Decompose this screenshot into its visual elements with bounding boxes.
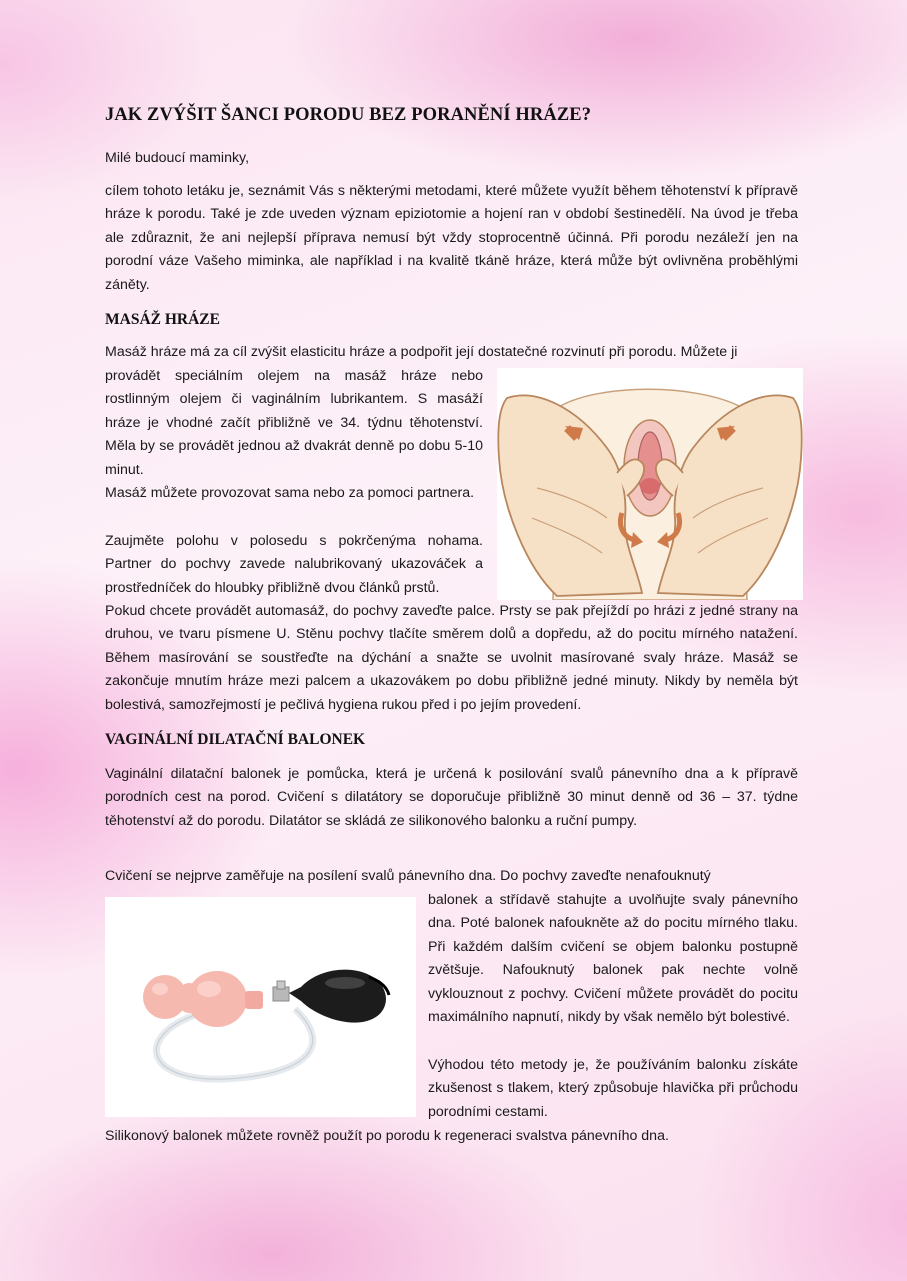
balloon-paragraph-postpartum: Silikonový balonek můžete rovněž použít po porodu k regeneraci svalstva pánevního dna. bbox=[105, 1128, 669, 1144]
balloon-paragraph-intro: Vaginální dilatační balonek je pomůcka, která je určená k posilování svalů pánevního dna a k přípravě porodních cest na porod. Cvičení s dilatátory se doporučuje přibližně 30 minut denně od 36 – 37. týdne těhotenství až do porodu. Dilatátor se skládá ze silikonového balonku a ruční pumpy. bbox=[105, 766, 798, 829]
balloon-paragraph-exercise: Cvičení se nejprve zaměřuje na posílení svalů pánevního dna. Do pochvy zaveďte nenafouknutý bbox=[105, 868, 711, 884]
massage-paragraph-position: Zaujměte polohu v polosedu s pokrčenýma nohama. Partner do pochvy zavede nalubrikovaný ukazováček a prostředníček do hloubky přibližně dvou článků prstů. bbox=[105, 533, 483, 596]
massage-paragraph-partner: Masáž můžete provozovat sama nebo za pomoci partnera. bbox=[105, 485, 475, 501]
page-title: JAK ZVÝŠIT ŠANCI PORODU BEZ PORANĚNÍ HRÁZE? bbox=[105, 105, 592, 125]
section-heading-massage: MASÁŽ HRÁZE bbox=[105, 311, 220, 328]
greeting: Milé budoucí maminky, bbox=[105, 150, 250, 166]
balloon-paragraph-advantage: Výhodou této metody je, že používáním balonku získáte zkušenost s tlakem, který způsobuje hlavička při průchodu porodními cestami. bbox=[428, 1057, 798, 1120]
massage-paragraph-self: Pokud chcete provádět automasáž, do pochvy zaveďte palce. Prsty se pak přejíždí po hrázi z jedné strany na druhou, ve tvaru písmene U. Stěnu pochvy tlačíte směrem dolů a dopředu, až do pocitu mírného natažení. Během masírování se soustřeďte na dýchání a snažte se uvolnit masírované svaly hráze. Masáž se zakončuje mnutím hráze mezi palcem a ukazovákem po dobu přibližně jedné minuty. Nikdy by neměla být bolestivá, samozřejmostí je pečlivá hygiena rukou před i po jejím provedení. bbox=[105, 603, 798, 713]
dilatation-balloon-photo bbox=[105, 897, 416, 1117]
perineal-massage-illustration bbox=[497, 368, 803, 600]
massage-paragraph-intro: Masáž hráze má za cíl zvýšit elasticitu hráze a podpořit její dostatečné rozvinutí při porodu. Můžete ji bbox=[105, 344, 738, 360]
balloon-paragraph-steps: balonek a střídavě stahujte a uvolňujte svaly pánevního dna. Poté balonek nafoukněte až do pocitu mírného tlaku. Při každém dalším cvičení se objem balonku postupně zvětšuje. Nafouknutý balonek pak nechte volně vyklouznout z pochvy. Cvičení můžete provádět do pocitu maximálního napnutí, nikdy by však nemělo být bolestivé. bbox=[428, 892, 798, 1026]
intro-paragraph: cílem tohoto letáku je, seznámit Vás s některými metodami, které můžete využít během těhotenství k přípravě hráze k porodu. Také je zde uveden význam epiziotomie a hojení ran v období šestinedělí. Na úvod je třeba ale zdůraznit, že ani nejlepší příprava nemusí být vždy stoprocentně účinná. Při porodu nezáleží jen na porodní váze Vašeho miminka, ale například i na kvalitě tkáně hráze, která může být ovlivněna proběhlými záněty. bbox=[105, 183, 798, 293]
massage-paragraph-oil: provádět speciálním olejem na masáž hráze nebo rostlinným olejem či vaginálním lubrikantem. S masáží hráze je vhodné začít přibližně ve 34. týdnu těhotenství. Měla by se provádět jednou až dvakrát denně po dobu 5-10 minut. bbox=[105, 368, 483, 478]
section-heading-balloon: VAGINÁLNÍ DILATAČNÍ BALONEK bbox=[105, 731, 366, 748]
